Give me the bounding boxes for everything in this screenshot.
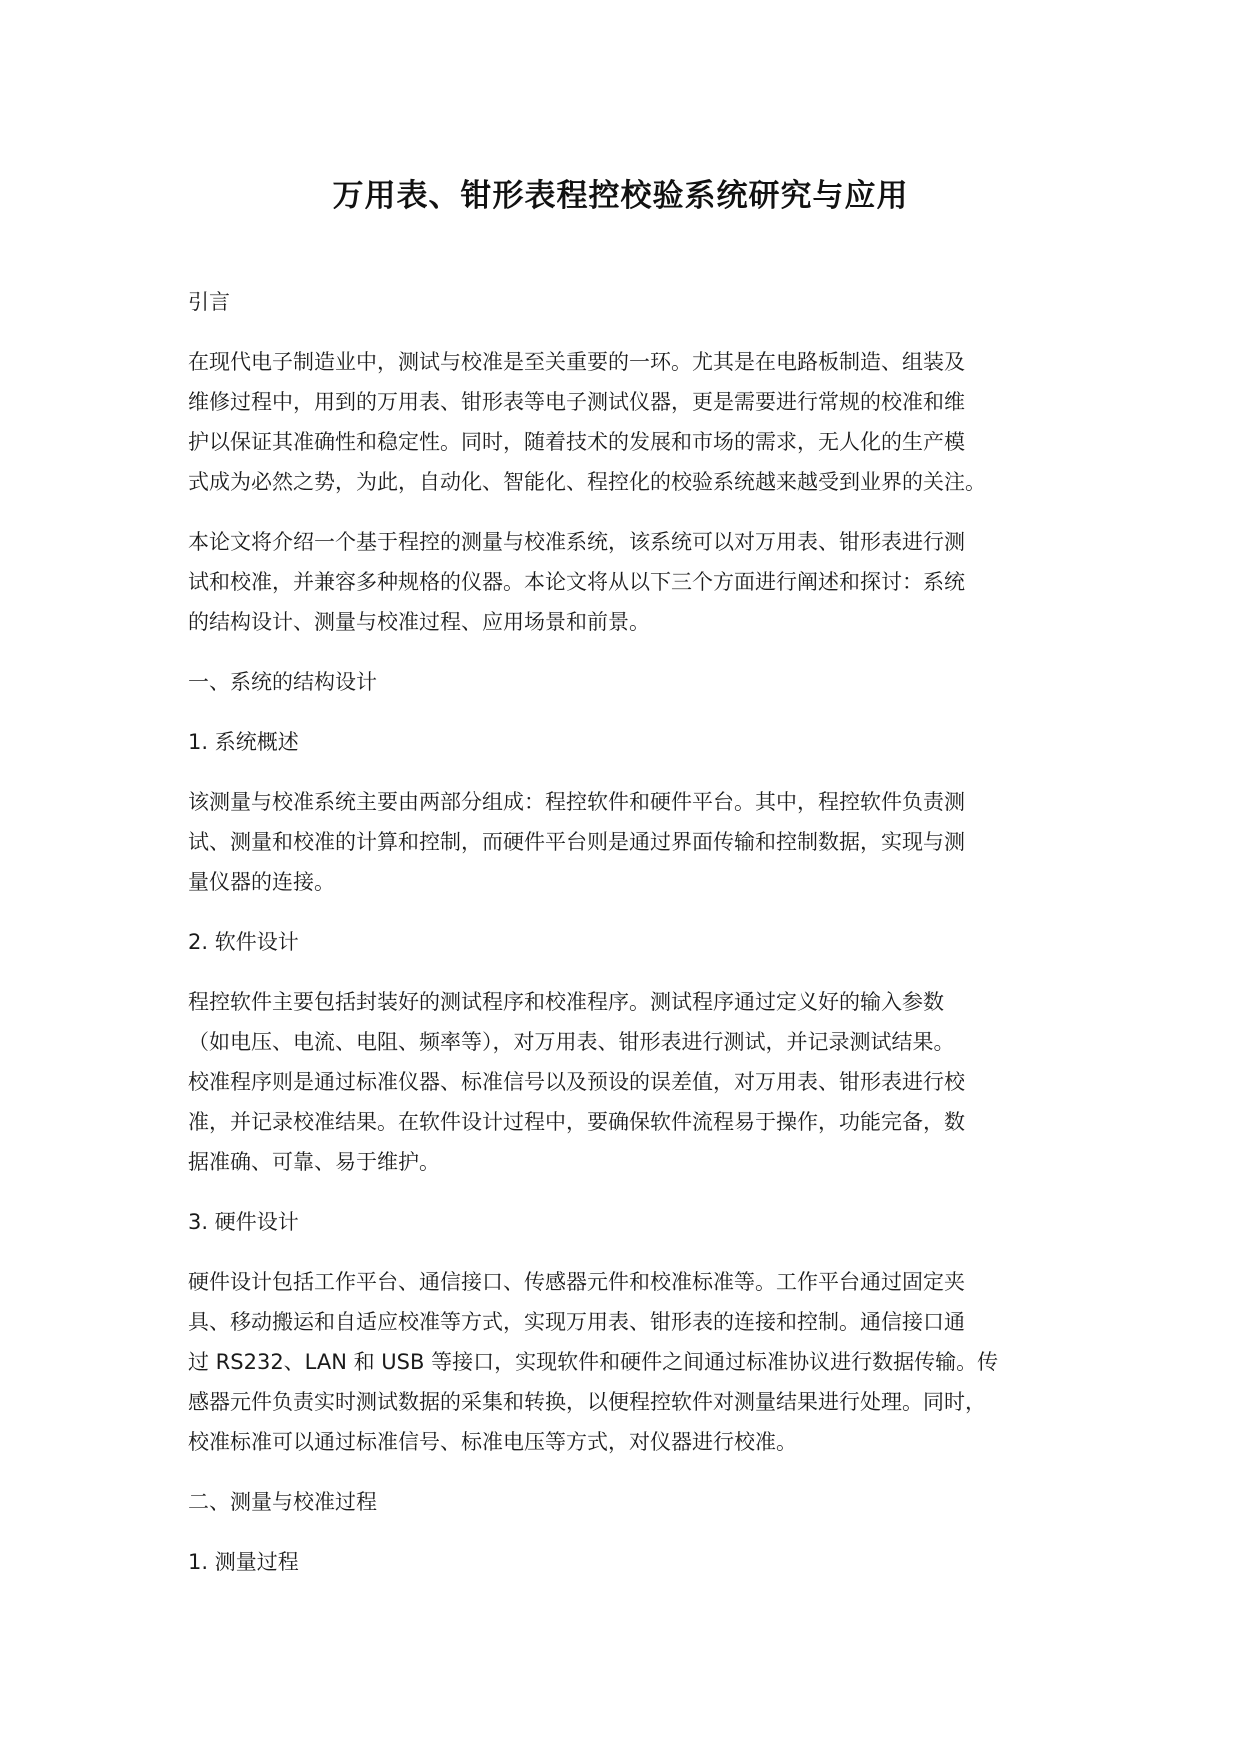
text-line: 护以保证其准确性和稳定性。同时，随着技术的发展和市场的需求，无人化的生产模 [188, 430, 965, 454]
text-line: 准，并记录校准结果。在软件设计过程中，要确保软件流程易于操作，功能完备，数 [188, 1110, 965, 1134]
system-overview-paragraph [188, 782, 1078, 902]
subsection-2-1-heading: 1. 测量过程 [188, 1550, 299, 1574]
subsection-1-2-heading: 2. 软件设计 [188, 930, 299, 954]
text-line: 硬件设计包括工作平台、通信接口、传感器元件和校准标准等。工作平台通过固定夹 [188, 1270, 965, 1294]
text-line: 校准程序则是通过标准仪器、标准信号以及预设的误差值，对万用表、钳形表进行校 [188, 1070, 965, 1094]
text-line: 具、移动搬运和自适应校准等方式，实现万用表、钳形表的连接和控制。通信接口通 [188, 1310, 965, 1334]
section-2-heading: 二、测量与校准过程 [188, 1490, 377, 1514]
text-line: 量仪器的连接。 [188, 870, 335, 894]
intro-heading: 引言 [188, 290, 230, 314]
hardware-design-paragraph [188, 1262, 1078, 1462]
text-line: 试和校准，并兼容多种规格的仪器。本论文将从以下三个方面进行阐述和探讨：系统 [188, 570, 965, 594]
subsection-1-1-heading: 1. 系统概述 [188, 730, 299, 754]
text-line: 的结构设计、测量与校准过程、应用场景和前景。 [188, 610, 650, 634]
intro-paragraph-1 [188, 342, 1078, 502]
text-line: 过 RS232、LAN 和 USB 等接口，实现软件和硬件之间通过标准协议进行数据传输。传 [188, 1350, 999, 1374]
text-line: 本论文将介绍一个基于程控的测量与校准系统，该系统可以对万用表、钳形表进行测 [188, 530, 965, 554]
text-line: 据准确、可靠、易于维护。 [188, 1150, 440, 1174]
document-body [188, 282, 1078, 1602]
text-line: 在现代电子制造业中，测试与校准是至关重要的一环。尤其是在电路板制造、组装及 [188, 350, 965, 374]
text-line: 试、测量和校准的计算和控制，而硬件平台则是通过界面传输和控制数据，实现与测 [188, 830, 965, 854]
text-line: 该测量与校准系统主要由两部分组成：程控软件和硬件平台。其中，程控软件负责测 [188, 790, 965, 814]
text-line: 维修过程中，用到的万用表、钳形表等电子测试仪器，更是需要进行常规的校准和维 [188, 390, 965, 414]
text-line: 程控软件主要包括封装好的测试程序和校准程序。测试程序通过定义好的输入参数 [188, 990, 944, 1014]
document-title: 万用表、钳形表程控校验系统研究与应用 [332, 178, 909, 214]
intro-paragraph-2 [188, 522, 1078, 642]
text-line: 式成为必然之势，为此，自动化、智能化、程控化的校验系统越来越受到业界的关注。 [188, 470, 986, 494]
text-line: （如电压、电流、电阻、频率等），对万用表、钳形表进行测试，并记录测试结果。 [188, 1030, 955, 1054]
text-line: 感器元件负责实时测试数据的采集和转换，以便程控软件对测量结果进行处理。同时， [188, 1390, 986, 1414]
section-1-heading: 一、系统的结构设计 [188, 670, 377, 694]
subsection-1-3-heading: 3. 硬件设计 [188, 1210, 299, 1234]
text-line: 校准标准可以通过标准信号、标准电压等方式，对仪器进行校准。 [188, 1430, 797, 1454]
software-design-paragraph [188, 982, 1078, 1182]
